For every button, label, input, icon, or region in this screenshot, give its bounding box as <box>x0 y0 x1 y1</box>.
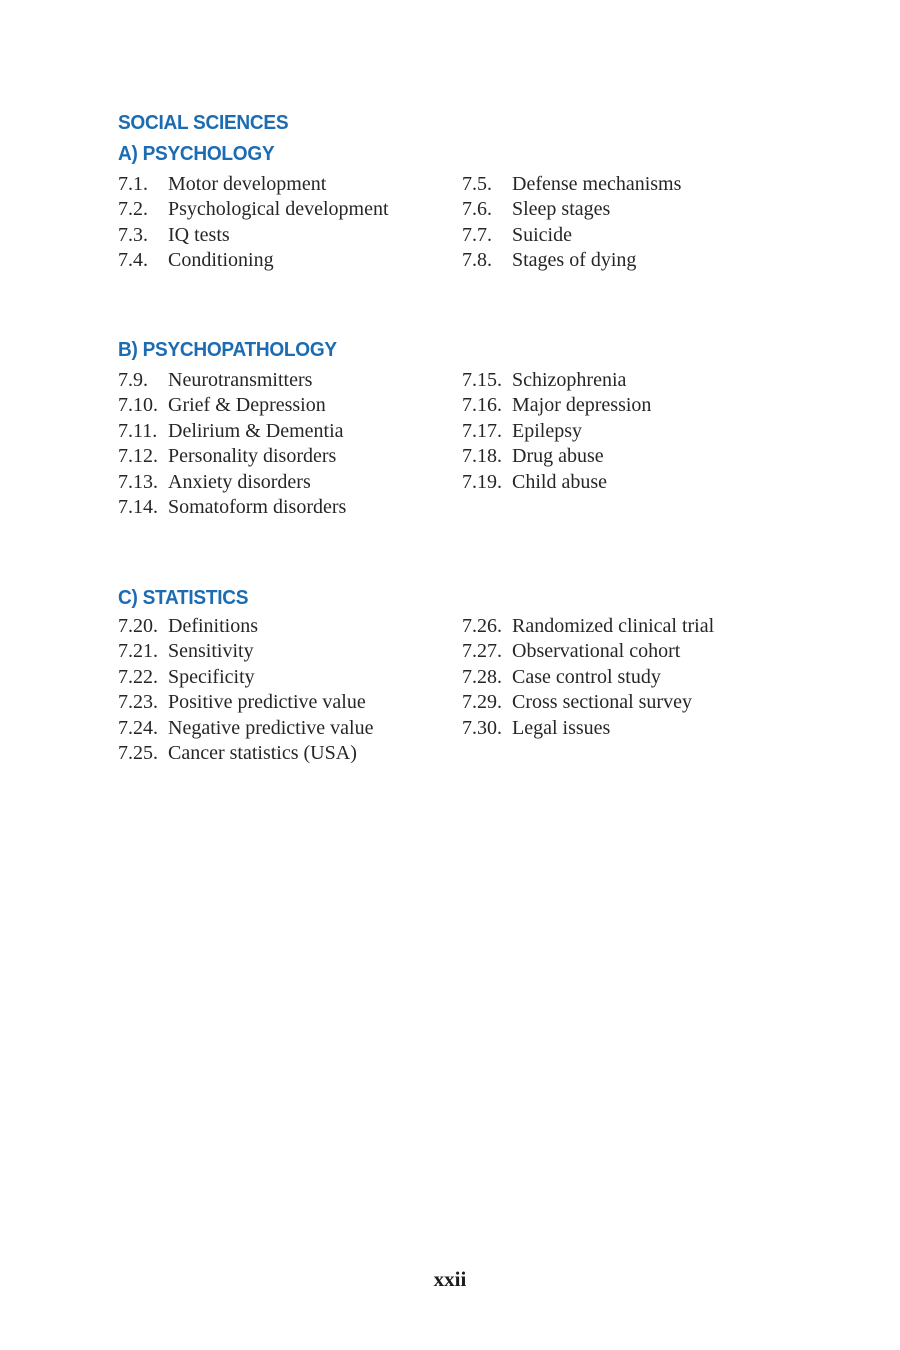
part-title: SOCIAL SCIENCES <box>118 111 289 134</box>
toc-item-number: 7.8. <box>462 249 492 272</box>
section-heading-psychopathology: B) PSYCHOPATHOLOGY <box>118 338 337 361</box>
toc-item-number: 7.29. <box>462 691 502 714</box>
toc-list-psychology-right <box>462 172 681 274</box>
toc-item <box>118 614 373 639</box>
toc-item-number: 7.2. <box>118 198 148 221</box>
toc-item <box>462 172 681 197</box>
toc-item-number: 7.23. <box>118 691 158 714</box>
toc-item <box>462 393 651 418</box>
toc-item <box>118 393 346 418</box>
toc-item-number: 7.13. <box>118 470 158 493</box>
toc-item-number: 7.10. <box>118 394 158 417</box>
toc-item <box>118 690 373 715</box>
toc-item-number: 7.17. <box>462 419 502 442</box>
toc-item-number: 7.26. <box>462 615 502 637</box>
toc-item-number: 7.12. <box>118 445 158 468</box>
toc-item-label: IQ tests <box>168 223 230 246</box>
toc-item-label: Epilepsy <box>512 419 582 442</box>
toc-item <box>462 248 681 273</box>
toc-item-label: Legal issues <box>512 716 611 739</box>
toc-item-label: Cross sectional survey <box>512 691 692 714</box>
toc-item <box>118 419 346 444</box>
section-heading-psychology: A) PSYCHOLOGY <box>118 142 275 165</box>
toc-item-label: Grief & Depression <box>168 394 326 417</box>
toc-item-number: 7.14. <box>118 496 158 519</box>
toc-item-number: 7.4. <box>118 249 148 272</box>
toc-item <box>462 444 651 469</box>
toc-item <box>118 368 346 393</box>
toc-item-number: 7.20. <box>118 615 158 637</box>
toc-item-label: Specificity <box>168 665 255 688</box>
toc-item-number: 7.3. <box>118 223 148 246</box>
toc-item <box>462 368 651 393</box>
toc-item <box>462 223 681 248</box>
toc-item <box>118 665 373 690</box>
toc-item-number: 7.1. <box>118 173 148 195</box>
toc-item-label: Major depression <box>512 394 652 417</box>
toc-item-label: Delirium & Dementia <box>168 419 344 442</box>
toc-item-label: Motor development <box>168 173 327 195</box>
toc-item-label: Positive predictive value <box>168 691 366 714</box>
toc-item <box>462 614 714 639</box>
toc-item <box>118 172 389 197</box>
toc-item-number: 7.21. <box>118 640 158 663</box>
toc-item <box>118 470 346 495</box>
toc-list-psychopathology-right <box>462 368 651 495</box>
toc-item-label: Observational cohort <box>512 640 681 663</box>
toc-item-number: 7.9. <box>118 369 148 391</box>
toc-item <box>118 197 389 222</box>
toc-item-number: 7.24. <box>118 716 158 739</box>
toc-item-label: Schizophrenia <box>512 369 627 391</box>
toc-item <box>118 639 373 664</box>
toc-item <box>462 716 714 741</box>
page-number: xxii <box>433 1267 467 1291</box>
toc-item-number: 7.16. <box>462 394 502 417</box>
toc-item <box>118 716 373 741</box>
toc-item-label: Child abuse <box>512 470 607 493</box>
toc-item <box>462 665 714 690</box>
toc-item <box>118 223 389 248</box>
toc-item-label: Drug abuse <box>512 445 604 468</box>
toc-item <box>118 444 346 469</box>
toc-list-statistics-left <box>118 614 373 766</box>
toc-item-number: 7.6. <box>462 198 492 221</box>
toc-item-number: 7.28. <box>462 665 502 688</box>
toc-item-number: 7.15. <box>462 369 502 391</box>
section-heading-statistics: C) STATISTICS <box>118 586 249 609</box>
toc-item-label: Definitions <box>168 615 258 637</box>
toc-list-psychopathology-left <box>118 368 346 520</box>
toc-list-statistics-right <box>462 614 714 741</box>
toc-item <box>462 470 651 495</box>
toc-item <box>462 197 681 222</box>
toc-item <box>118 741 373 766</box>
toc-item-label: Stages of dying <box>512 249 637 272</box>
toc-item-number: 7.19. <box>462 470 502 493</box>
toc-item-number: 7.27. <box>462 640 502 663</box>
toc-item <box>118 495 346 520</box>
toc-list-psychology-left <box>118 172 389 274</box>
toc-item-label: Conditioning <box>168 249 274 272</box>
toc-item-number: 7.11. <box>118 419 158 442</box>
toc-item <box>462 419 651 444</box>
toc-item-number: 7.25. <box>118 742 158 765</box>
toc-item-number: 7.18. <box>462 445 502 468</box>
toc-item-label: Suicide <box>512 223 572 246</box>
toc-item-label: Anxiety disorders <box>168 470 311 493</box>
toc-item-label: Randomized clinical trial <box>512 615 715 637</box>
toc-item <box>462 690 714 715</box>
toc-item-label: Neurotransmitters <box>168 369 313 391</box>
toc-item-number: 7.22. <box>118 665 158 688</box>
toc-item-label: Negative predictive value <box>168 716 374 739</box>
toc-item <box>462 639 714 664</box>
toc-item-label: Defense mechanisms <box>512 173 682 195</box>
toc-item-label: Somatoform disorders <box>168 496 347 519</box>
toc-item-number: 7.5. <box>462 173 492 195</box>
toc-item-label: Psychological development <box>168 198 389 221</box>
toc-item <box>118 248 389 273</box>
toc-item-label: Sleep stages <box>512 198 611 221</box>
toc-item-label: Cancer statistics (USA) <box>168 742 357 765</box>
toc-item-number: 7.30. <box>462 716 502 739</box>
toc-item-label: Case control study <box>512 665 661 688</box>
toc-item-label: Personality disorders <box>168 445 337 468</box>
toc-item-number: 7.7. <box>462 223 492 246</box>
toc-item-label: Sensitivity <box>168 640 254 663</box>
